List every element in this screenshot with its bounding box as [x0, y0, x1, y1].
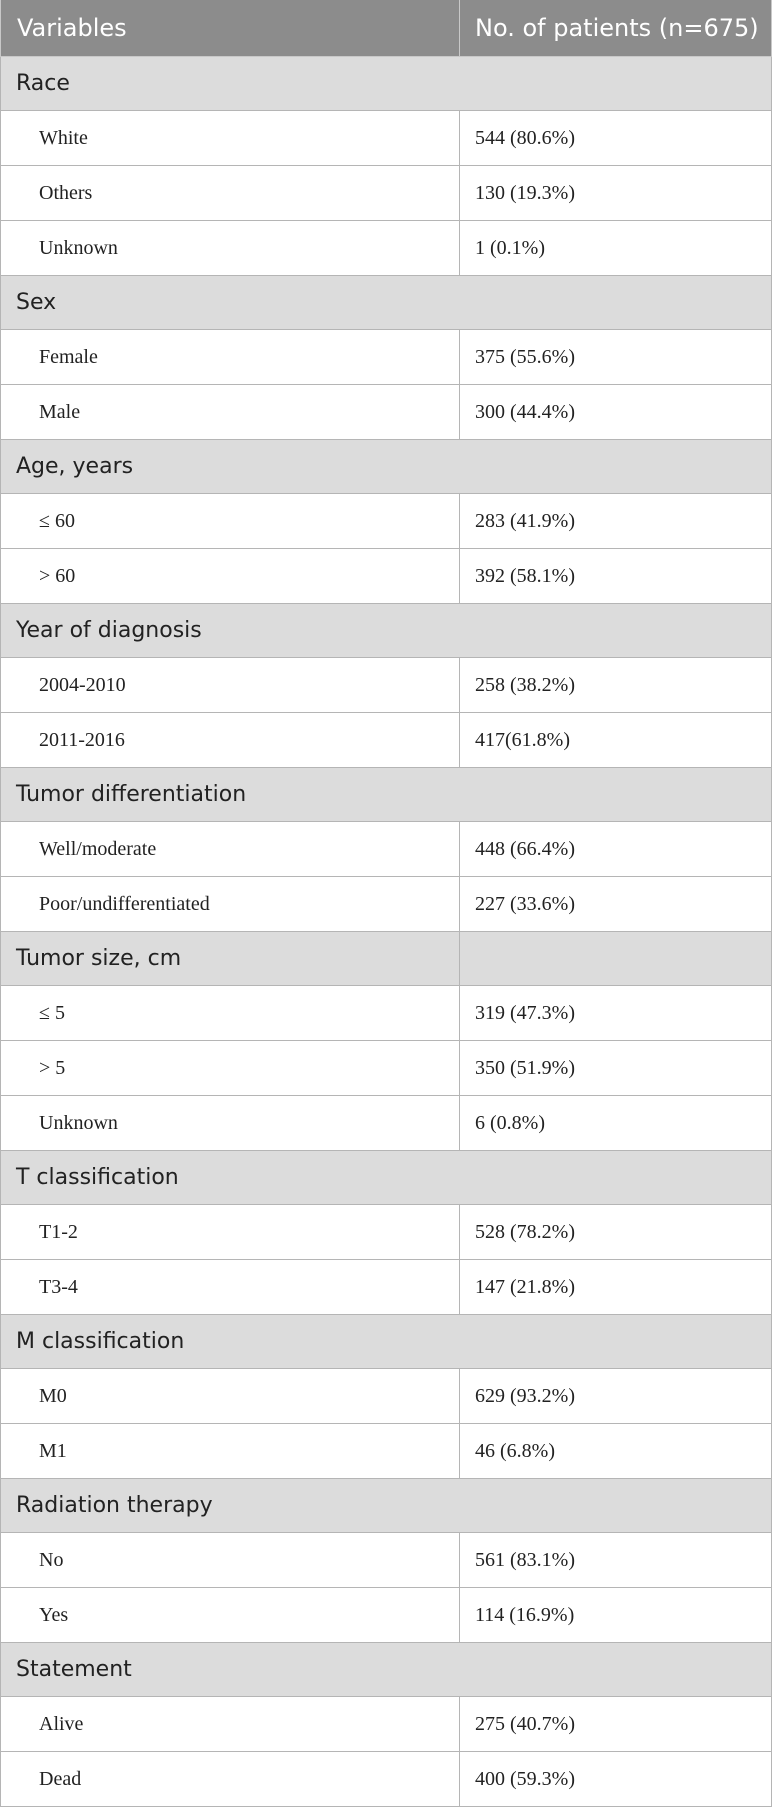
table-row: [1, 166, 772, 221]
patient-count: 528 (78.2%): [460, 1205, 772, 1260]
patient-count: 258 (38.2%): [460, 658, 772, 713]
section-row: [1, 1643, 772, 1697]
patient-count: 114 (16.9%): [460, 1588, 772, 1643]
table-row: [1, 494, 772, 549]
patient-count: 275 (40.7%): [460, 1697, 772, 1752]
patient-count: 147 (21.8%): [460, 1260, 772, 1315]
patient-count: 350 (51.9%): [460, 1041, 772, 1096]
patient-count: 283 (41.9%): [460, 494, 772, 549]
section-row: [1, 1479, 772, 1533]
patient-count: 400 (59.3%): [460, 1752, 772, 1807]
variable-label: Poor/undifferentiated: [1, 877, 460, 932]
patient-count: 448 (66.4%): [460, 822, 772, 877]
table-row: [1, 822, 772, 877]
patient-count: 1 (0.1%): [460, 221, 772, 276]
patient-count: 46 (6.8%): [460, 1424, 772, 1479]
variable-label: ≤ 60: [1, 494, 460, 549]
section-row: [1, 57, 772, 111]
variable-label: Dead: [1, 1752, 460, 1807]
section-label: Year of diagnosis: [1, 604, 772, 658]
table-row: [1, 549, 772, 604]
section-label: Sex: [1, 276, 772, 330]
table-header-row: [1, 0, 772, 57]
variable-label: White: [1, 111, 460, 166]
table-row: [1, 877, 772, 932]
patient-count: 392 (58.1%): [460, 549, 772, 604]
variable-label: 2004-2010: [1, 658, 460, 713]
patient-count: 319 (47.3%): [460, 986, 772, 1041]
table-row: [1, 330, 772, 385]
table-row: [1, 1533, 772, 1588]
table-row: [1, 986, 772, 1041]
variable-label: M1: [1, 1424, 460, 1479]
table-row: [1, 1424, 772, 1479]
variable-label: > 5: [1, 1041, 460, 1096]
table-row: [1, 221, 772, 276]
patient-count: 561 (83.1%): [460, 1533, 772, 1588]
variable-label: Female: [1, 330, 460, 385]
table-row: [1, 1369, 772, 1424]
table-row: [1, 1041, 772, 1096]
variables-column-header: Variables: [1, 0, 460, 57]
section-row: [1, 440, 772, 494]
table-row: [1, 1205, 772, 1260]
section-label: Age, years: [1, 440, 772, 494]
section-label: Tumor differentiation: [1, 768, 772, 822]
section-label: M classification: [1, 1315, 772, 1369]
table-row: [1, 385, 772, 440]
variable-label: Yes: [1, 1588, 460, 1643]
section-row: [1, 768, 772, 822]
table-row: [1, 713, 772, 768]
variable-label: Alive: [1, 1697, 460, 1752]
patient-count: 227 (33.6%): [460, 877, 772, 932]
table-row: [1, 1752, 772, 1807]
patients-column-header: No. of patients (n=675): [460, 0, 772, 57]
section-row: [1, 1151, 772, 1205]
patient-count: 300 (44.4%): [460, 385, 772, 440]
table-row: [1, 1697, 772, 1752]
table-row: [1, 1096, 772, 1151]
variable-label: Well/moderate: [1, 822, 460, 877]
variable-label: > 60: [1, 549, 460, 604]
variable-label: ≤ 5: [1, 986, 460, 1041]
table-row: [1, 1588, 772, 1643]
variable-label: M0: [1, 1369, 460, 1424]
patient-count: 417(61.8%): [460, 713, 772, 768]
patient-count: 375 (55.6%): [460, 330, 772, 385]
patient-count: 544 (80.6%): [460, 111, 772, 166]
section-label: Race: [1, 57, 772, 111]
section-label: Tumor size, cm: [1, 932, 460, 986]
variable-label: Male: [1, 385, 460, 440]
section-label: T classification: [1, 1151, 772, 1205]
section-label: Statement: [1, 1643, 772, 1697]
patient-count: 6 (0.8%): [460, 1096, 772, 1151]
section-row: [1, 1315, 772, 1369]
table-body: [1, 57, 772, 1807]
patient-count: 130 (19.3%): [460, 166, 772, 221]
variable-label: T1-2: [1, 1205, 460, 1260]
variable-label: T3-4: [1, 1260, 460, 1315]
section-empty-cell: [460, 932, 772, 986]
section-row: [1, 932, 772, 986]
table-row: [1, 1260, 772, 1315]
variable-label: Unknown: [1, 1096, 460, 1151]
section-row: [1, 276, 772, 330]
variable-label: Others: [1, 166, 460, 221]
variable-label: 2011-2016: [1, 713, 460, 768]
section-label: Radiation therapy: [1, 1479, 772, 1533]
section-row: [1, 604, 772, 658]
variable-label: Unknown: [1, 221, 460, 276]
patient-count: 629 (93.2%): [460, 1369, 772, 1424]
table-row: [1, 658, 772, 713]
table-row: [1, 111, 772, 166]
variable-label: No: [1, 1533, 460, 1588]
